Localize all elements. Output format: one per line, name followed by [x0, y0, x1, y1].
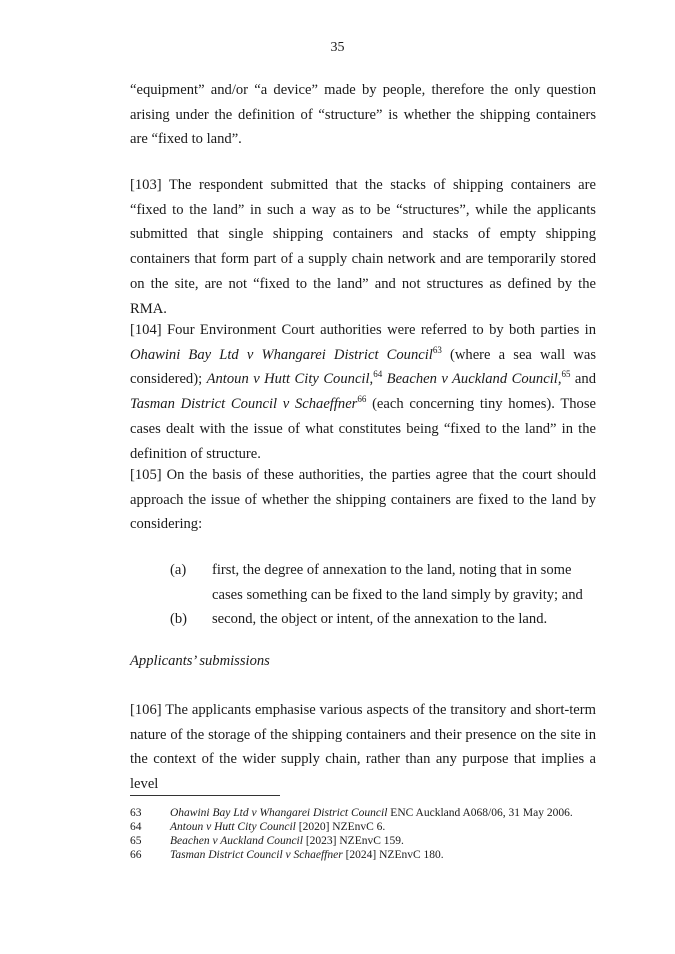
- page-number: 35: [330, 40, 345, 55]
- paragraph-103: [103] The respondent submitted that the stacks of shipping containers are “fixed to the land” in such a way as to be “structures”, while the applicants submitted that single shipping containers and stacks of empty shipping containers that form part of a supply chain network and are temporarily stored on the site, are not “fixed to the land” and not structures as defined by the RMA.: [130, 177, 596, 317]
- criteria-list: [130, 558, 596, 632]
- p104-comma-1: ,: [369, 371, 374, 388]
- list-item-label: (b): [170, 611, 188, 628]
- case-tasman: Tasman District Council v Schaeffner: [130, 396, 358, 413]
- case-antoun: Antoun v Hutt City Council: [206, 371, 370, 388]
- footnote-cite: [2024] NZEnvC 180.: [342, 849, 444, 861]
- footnotes: [130, 806, 600, 862]
- case-ohawini: Ohawini Bay Ltd v Whangarei District Council: [130, 346, 433, 363]
- p104-text-1: (where a sea wall was considered);: [130, 346, 596, 388]
- footnote-ref-63[interactable]: 63: [432, 344, 442, 355]
- footnote-text: [170, 806, 573, 820]
- list-item: [130, 607, 596, 632]
- footnote-number: 65: [130, 835, 142, 847]
- p104-comma-2: ,: [557, 371, 562, 388]
- list-item-label: (a): [170, 562, 187, 578]
- paragraph-105: [105] On the basis of these authorities, the parties agree that the court should approach the issue of whether the shipping containers are fixed to the land by considering:: [130, 467, 596, 533]
- footnote-text: [170, 820, 385, 834]
- paragraph-104: [130, 318, 596, 466]
- paragraph-continued: “equipment” and/or “a device” made by people, therefore the only question arising under the definition of “structure” is whether the shipping containers are “fixed to land”.: [130, 82, 596, 148]
- section-heading: Applicants’ submissions: [130, 653, 270, 669]
- footnote-number: 63: [130, 807, 142, 819]
- footnote-cite: ENC Auckland A068/06, 31 May 2006.: [387, 807, 573, 819]
- footnote-cite: [2023] NZEnvC 159.: [302, 835, 404, 847]
- footnote-ref-66[interactable]: 66: [357, 394, 367, 405]
- footnote-ref-64[interactable]: 64: [373, 369, 383, 380]
- list-item: [130, 558, 596, 607]
- footnote-case: Beachen v Auckland Council: [170, 835, 303, 847]
- footnote-text: [170, 848, 444, 862]
- footnote-case: Antoun v Hutt City Council: [170, 821, 296, 833]
- paragraph-106: [106] The applicants emphasise various aspects of the transitory and short-term nature of the storage of the shipping containers and their presence on the site in the context of the wider supply chain, rather than any purpose that implies a level: [130, 702, 596, 793]
- footnote-ref-65[interactable]: 65: [561, 369, 571, 380]
- list-item-text: second, the object or intent, of the annexation to the land.: [212, 611, 548, 628]
- footnote-number: 66: [130, 849, 142, 861]
- footnote-63: [130, 806, 600, 820]
- footnote-number: 64: [130, 821, 142, 833]
- footnote-text: [170, 834, 404, 848]
- footnote-64: [130, 820, 600, 834]
- list-item-text: first, the degree of annexation to the land, noting that in some cases something can be fixed to the land simply by gravity; and: [212, 562, 583, 603]
- case-beachen: Beachen v Auckland Council: [386, 371, 558, 388]
- p104-text-3: and: [570, 371, 596, 388]
- footnote-65: [130, 834, 600, 848]
- footnote-divider: [130, 795, 280, 796]
- footnote-case: Ohawini Bay Ltd v Whangarei District Council: [170, 807, 388, 819]
- footnote-case: Tasman District Council v Schaeffner: [170, 849, 343, 861]
- p104-lead: [104] Four Environment Court authorities were referred to by both parties in: [130, 322, 596, 338]
- footnote-cite: [2020] NZEnvC 6.: [295, 821, 386, 833]
- footnote-66: [130, 848, 600, 862]
- p104-text-4: (each concerning tiny homes). Those cases dealt with the issue of what constitutes being “fixed to the land” in the definition of structure.: [130, 396, 596, 462]
